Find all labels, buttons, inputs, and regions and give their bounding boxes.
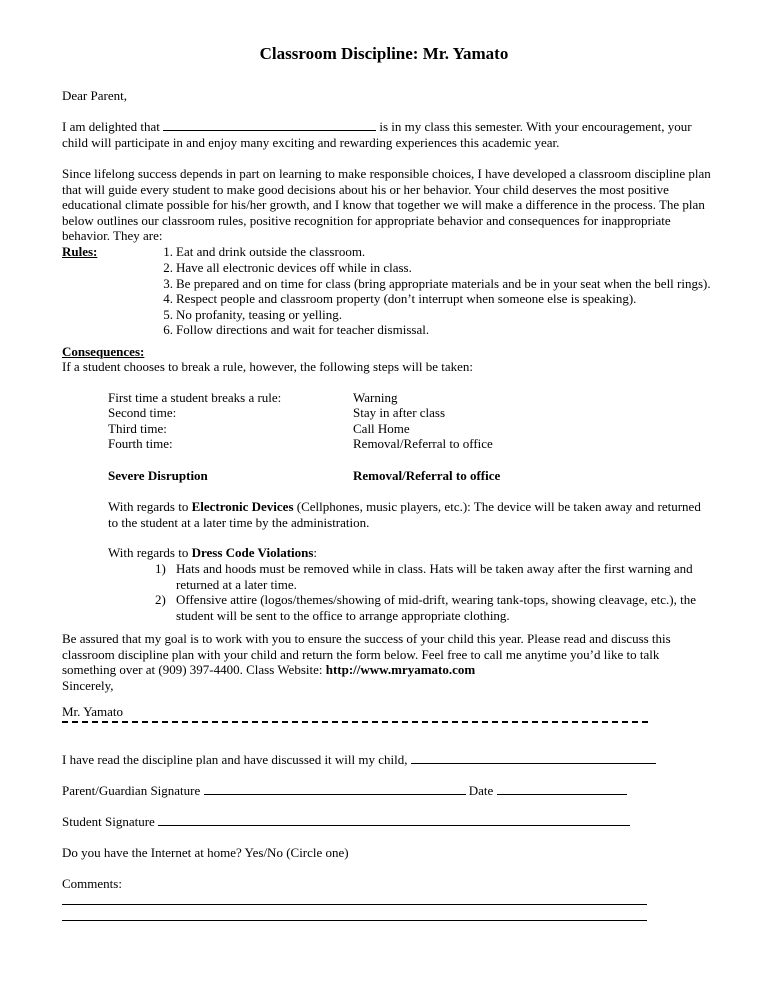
rule-number: 5. (163, 307, 173, 322)
dress-term: Dress Code Violations (191, 545, 314, 560)
intro-paragraph (62, 119, 712, 150)
consequences-intro: If a student chooses to break a rule, however, the following steps will be taken: (62, 359, 474, 374)
rule-text: Have all electronic devices off while in class. (176, 260, 412, 275)
date-field[interactable] (497, 783, 627, 795)
rule-number: 6. (163, 322, 173, 337)
page-title: Classroom Discipline: Mr. Yamato (259, 44, 509, 63)
dress-item-text: Offensive attire (logos/themes/showing of mid-drift, wearing tank-tops, showing cleavage, etc.), the student will be sent to the office to arrange appropriate clothing. (176, 592, 696, 623)
step-action: Warning (353, 390, 398, 405)
read-statement-line (62, 752, 656, 768)
student-signature-field[interactable] (158, 814, 630, 826)
cut-line (62, 721, 648, 723)
child-name-blank[interactable] (163, 119, 376, 131)
read-statement: I have read the discipline plan and have discussed it will my child, (62, 752, 411, 767)
step-when: Fourth time: (108, 436, 173, 451)
student-signature-line (62, 814, 630, 830)
dress-code-heading (108, 545, 317, 561)
electronic-after: (Cellphones, music players, etc.): The device will be taken away and returned to the student at a later time by the administration. (108, 499, 701, 530)
severe-action: Removal/Referral to office (353, 468, 501, 483)
step-action: Call Home (353, 421, 410, 436)
comments-field[interactable] (62, 920, 647, 921)
date-label: Date (465, 783, 497, 798)
greeting: Dear Parent, (62, 88, 127, 103)
plan-paragraph: Since lifelong success depends in part on learning to make responsible choices, I have developed a classroom discipline plan that will guide every student to make good decisions about his or her behavior. Your child deserves the most positive educational climate possible for his/her growth, and I know that together we will make a difference in the process. The plan below outlines our classroom rules, positive recognition for appropriate behavior and consequences for inappropriate behavior. They are: (62, 166, 711, 243)
step-when: First time a student breaks a rule: (108, 390, 282, 405)
rule-text: Be prepared and on time for class (bring appropriate materials and be in your seat when the bell rings). (176, 276, 711, 291)
severe-when: Severe Disruption (108, 468, 208, 483)
rule-number: 1. (163, 244, 173, 259)
rule-text: Eat and drink outside the classroom. (176, 244, 366, 259)
step-action: Stay in after class (353, 405, 446, 420)
parent-signature-line (62, 783, 627, 799)
step-when: Second time: (108, 405, 177, 420)
dress-item-number: 2) (155, 592, 166, 607)
parent-signature-field[interactable] (204, 783, 466, 795)
rule-text: Respect people and classroom property (don’t interrupt when someone else is speaking). (176, 291, 637, 306)
dress-item-text: Hats and hoods must be removed while in class. Hats will be taken away after the first warning and returned at a later time. (176, 561, 693, 592)
student-signature-label: Student Signature (62, 814, 159, 829)
closing-paragraph (62, 631, 712, 678)
consequences-heading: Consequences: (62, 344, 145, 359)
rule-number: 3. (163, 276, 173, 291)
rules-heading: Rules: (62, 244, 98, 259)
closing-text: Be assured that my goal is to work with you to ensure the success of your child this year. Please read and discuss this classroom discipline plan with your child and return the form below. Feel free to call me anytime you’d like to talk something over at (909) 397-4400. Class Website: (62, 631, 671, 677)
rule-number: 4. (163, 291, 173, 306)
class-website-link[interactable]: http://www.mryamato.com (325, 662, 476, 677)
electronic-term: Electronic Devices (191, 499, 294, 514)
signoff: Sincerely, (62, 678, 114, 693)
parent-signature-label: Parent/Guardian Signature (62, 783, 204, 798)
dress-after: : (313, 545, 318, 560)
intro-after: is in my class this semester. With your encouragement, your child will participate in and enjoy many exciting and rewarding experiences this academic year. (62, 119, 692, 150)
electronic-before: With regards to (108, 499, 192, 514)
dress-before: With regards to (108, 545, 192, 560)
step-when: Third time: (108, 421, 167, 436)
electronic-devices-paragraph (108, 499, 712, 530)
child-name-field[interactable] (411, 752, 656, 764)
signer-name: Mr. Yamato (62, 704, 124, 719)
comments-label: Comments: (62, 876, 122, 891)
rule-text: Follow directions and wait for teacher dismissal. (176, 322, 430, 337)
rule-text: No profanity, teasing or yelling. (176, 307, 342, 322)
step-action: Removal/Referral to office (353, 436, 493, 451)
comments-field[interactable] (62, 904, 647, 905)
intro-before: I am delighted that (62, 119, 164, 134)
rule-number: 2. (163, 260, 173, 275)
internet-question: Do you have the Internet at home? Yes/No (Circle one) (62, 845, 349, 860)
dress-item-number: 1) (155, 561, 166, 576)
